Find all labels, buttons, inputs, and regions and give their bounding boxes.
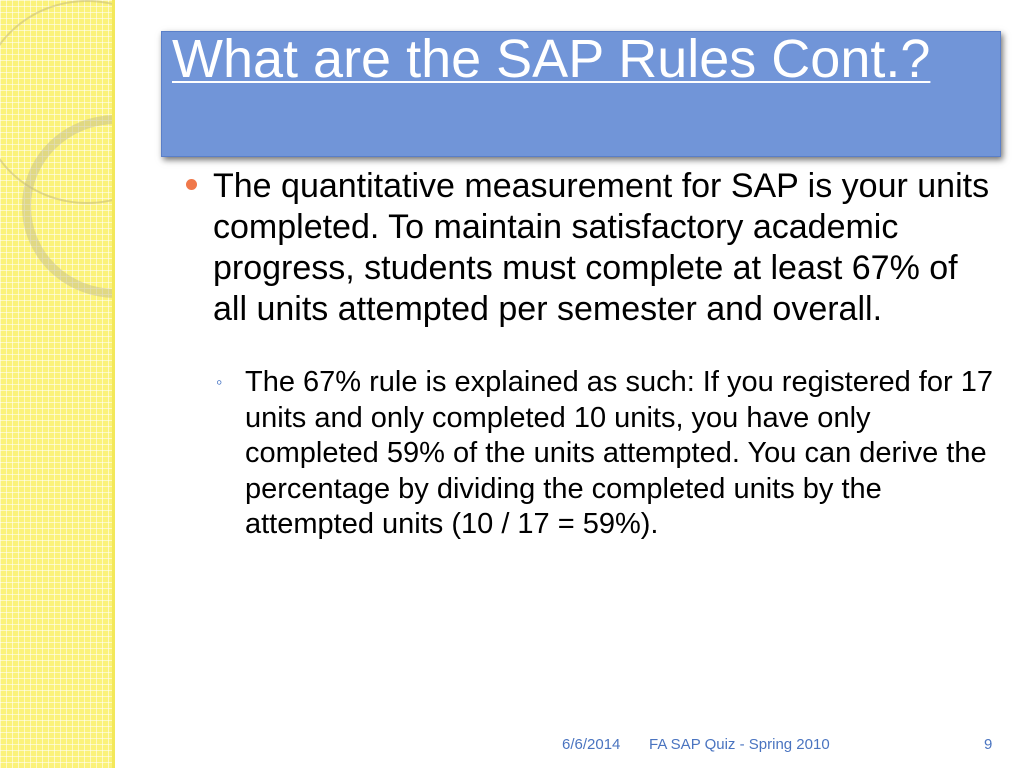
decorative-side-band	[0, 0, 115, 768]
slide-body	[184, 166, 999, 543]
sub-bullet-text: The 67% rule is explained as such: If you registered for 17 units and only completed 10 units, you have only completed 59% of the units attempted. You can derive the percentage by dividing the completed units by the attempted units (10 / 17 = 59%).	[245, 366, 993, 540]
footer-page-number: 9	[984, 736, 993, 753]
sub-bullet-ring-icon: ◦	[216, 372, 223, 392]
footer-title: FA SAP Quiz - Spring 2010	[649, 736, 830, 753]
bullet-dot-icon	[186, 179, 197, 190]
bullet-item	[184, 166, 999, 330]
sub-bullet-item	[216, 365, 999, 543]
bullet-text: The quantitative measurement for SAP is your units completed. To maintain satisfactory academic progress, students must complete at least 67% of all units attempted per semester and overall.	[213, 167, 990, 328]
side-band-edge	[112, 0, 115, 768]
slide-title: What are the SAP Rules Cont.?	[172, 29, 931, 89]
footer-date: 6/6/2014	[562, 736, 621, 753]
